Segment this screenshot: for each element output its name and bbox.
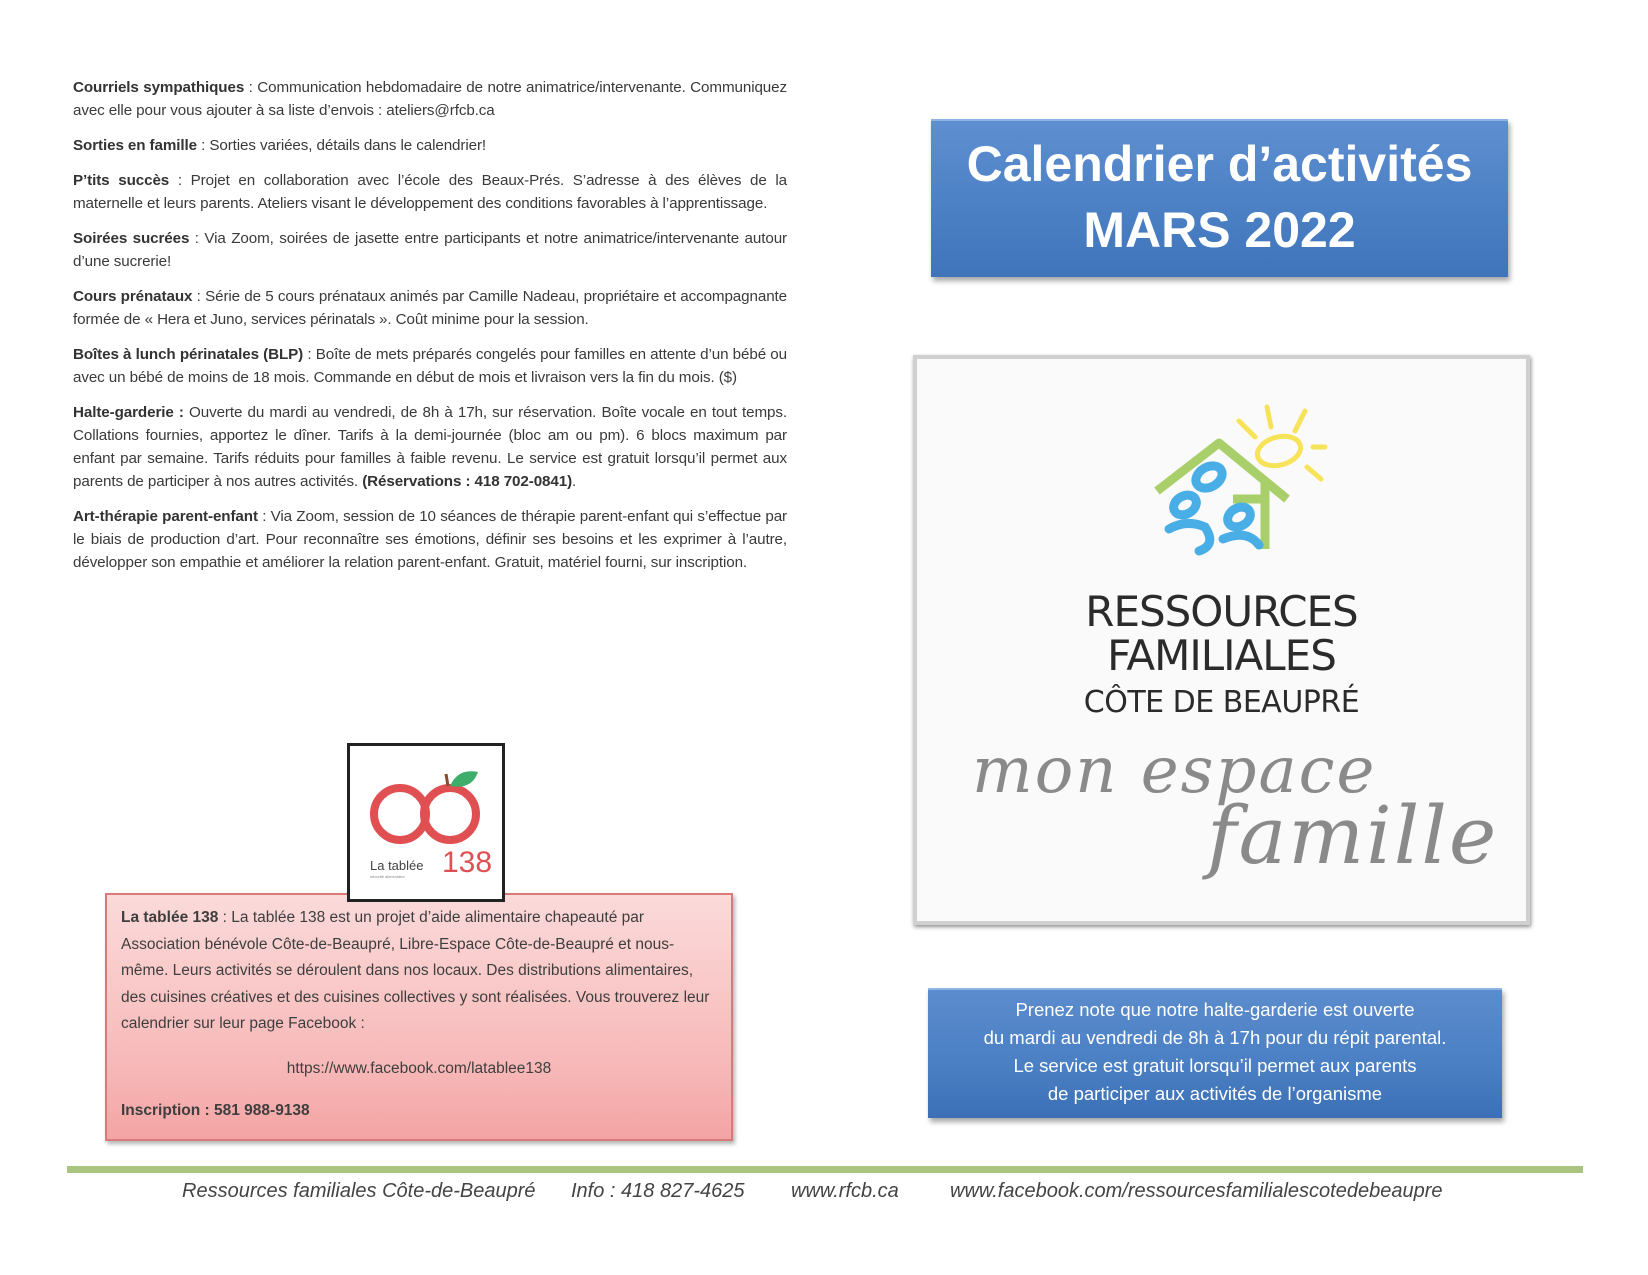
paragraph-title: Cours prénataux: [73, 288, 193, 305]
separator: :: [257, 508, 271, 525]
separator: :: [303, 346, 316, 363]
paragraph-text: Communication hebdomadaire de notre animatrice/intervenante. Communiquez avec elle pour vous ajouter à sa liste d’envois : ateliers@rfcb.ca: [73, 79, 787, 119]
separator: :: [189, 230, 205, 247]
paragraph-title: Halte-garderie :: [73, 404, 184, 421]
tagline-mon-espace: mon espace: [972, 734, 1377, 808]
tablee-inscription: [121, 1098, 717, 1125]
paragraph-title: Art-thérapie parent-enfant: [73, 508, 258, 525]
tablee-text: La tablée 138 est un projet d’aide alimentaire chapeauté par Association bénévole Côte-de-Beaupré, Libre-Espace Côte-de-Beaupré et nous-même. Leurs activités se déroulent dans nos locaux. Des distributions alimentaires, des cuisines créatives et des cuisines collectives y sont réalisées. Vous trouverez leur calendrier sur leur page Facebook :: [121, 909, 710, 1032]
separator: :: [192, 288, 206, 305]
footer-divider: [67, 1166, 1583, 1173]
activities-description-column: [73, 76, 787, 586]
tablee-info-box: [105, 893, 733, 1141]
title-line-1: Calendrier d’activités: [966, 136, 1473, 192]
org-logo-frame: [913, 355, 1530, 925]
title-month-year: MARS 2022: [1083, 202, 1356, 258]
tablee-subtitle: sécurité alimentaire: [370, 874, 405, 879]
tablee-title: La tablée 138: [121, 909, 219, 926]
separator: :: [244, 79, 258, 96]
footer-info-phone: Info : 418 827-4625: [571, 1180, 745, 1202]
paragraph-title: Sorties en famille: [73, 137, 197, 154]
paragraph-art-therapie: [73, 505, 787, 574]
note-line-2: du mardi au vendredi de 8h à 17h pour du répit parental.: [983, 1027, 1447, 1048]
paragraph-title: Courriels sympathiques: [73, 79, 245, 96]
tagline-famille: famille: [1207, 789, 1499, 882]
halte-garderie-note-box: [928, 988, 1502, 1118]
paragraph-cours-prenataux: [73, 285, 787, 331]
separator: :: [196, 137, 210, 154]
paragraph-title: P’tits succès: [73, 172, 170, 189]
reservation-phone: (Réservations : 418 702-0841): [362, 473, 573, 490]
footer-facebook-link[interactable]: www.facebook.com/ressourcesfamilialescotedebeaupre: [950, 1180, 1443, 1202]
paragraph-sorties: [73, 134, 787, 157]
separator: :: [169, 172, 191, 189]
calendar-title-banner: [931, 119, 1508, 277]
paragraph-ptits-succes: [73, 169, 787, 215]
tablee-description: [121, 905, 717, 1038]
org-name-line-1: RESSOURCES: [1085, 587, 1358, 636]
paragraph-blp: [73, 343, 787, 389]
tablee-facebook-link[interactable]: https://www.facebook.com/latablee138: [286, 1059, 552, 1077]
paragraph-courriels: [73, 76, 787, 122]
separator: :: [218, 909, 232, 926]
tablee-logo-frame: [347, 743, 505, 902]
note-line-3: Le service est gratuit lorsqu’il permet aux parents: [1013, 1055, 1417, 1076]
paragraph-text: Ouverte du mardi au vendredi, de 8h à 17h, sur réservation. Boîte vocale en tout temps. Collations fournies, apportez le dîner. Tarifs à la demi-journée (bloc am ou pm). 6 blocs maximum par enfant par semaine. Tarifs réduits pour familles à faible revenu. Le service est gratuit lorsqu’il permet aux parents de participer à nos autres activités.: [73, 404, 787, 490]
paragraph-halte-garderie: [73, 401, 787, 493]
paragraph-text: Projet en collaboration avec l’école des Beaux-Prés. S’adresse à des élèves de la maternelle et leurs parents. Ateliers visant le développement des conditions favorables à l’apprentissage.: [73, 172, 788, 212]
note-line-1: Prenez note que notre halte-garderie est ouverte: [1015, 999, 1415, 1020]
apple-infinity-logo-icon: [350, 746, 502, 856]
paragraph-title: Soirées sucrées: [73, 230, 190, 247]
footer-org-name: Ressources familiales Côte-de-Beaupré: [182, 1180, 536, 1202]
footer-website-link[interactable]: www.rfcb.ca: [791, 1180, 899, 1202]
org-name-line-2: FAMILIALES: [1107, 631, 1336, 680]
inscription-phone: Inscription : 581 988-9138: [121, 1102, 310, 1119]
paragraph-soirees-sucrees: [73, 227, 787, 273]
house-family-sun-logo-icon: [1147, 399, 1337, 559]
note-line-4: de participer aux activités de l’organisme: [1047, 1083, 1383, 1104]
paragraph-text: Boîte de mets préparés congelés pour familles en attente d’un bébé ou avec un bébé de moins de 18 mois. Commande en début de mois et livraison vers la fin du mois. ($): [73, 346, 787, 386]
paragraph-text: Sorties variées, détails dans le calendrier!: [209, 137, 487, 154]
paragraph-text: Via Zoom, session de 10 séances de thérapie parent-enfant qui s’effectue par le biais de production d’art. Pour reconnaître ses émotions, définir ses besoins et les exprimer à l’autre, développer son empathie et améliorer la relation parent-enfant. Gratuit, matériel fourni, sur inscription.: [73, 508, 787, 571]
punctuation: .: [572, 473, 577, 490]
tablee-label: La tablée: [370, 858, 424, 873]
paragraph-text: Via Zoom, soirées de jasette entre participants et notre animatrice/intervenante autour d’une sucrerie!: [73, 230, 788, 270]
tablee-number: 138: [442, 846, 493, 879]
org-region: CÔTE DE BEAUPRÉ: [1083, 685, 1360, 720]
paragraph-text: Série de 5 cours prénataux animés par Camille Nadeau, propriétaire et accompagnante formée de « Hera et Juno, services périnatals ». Coût minime pour la session.: [73, 288, 788, 328]
paragraph-title: Boîtes à lunch périnatales (BLP): [73, 346, 304, 363]
